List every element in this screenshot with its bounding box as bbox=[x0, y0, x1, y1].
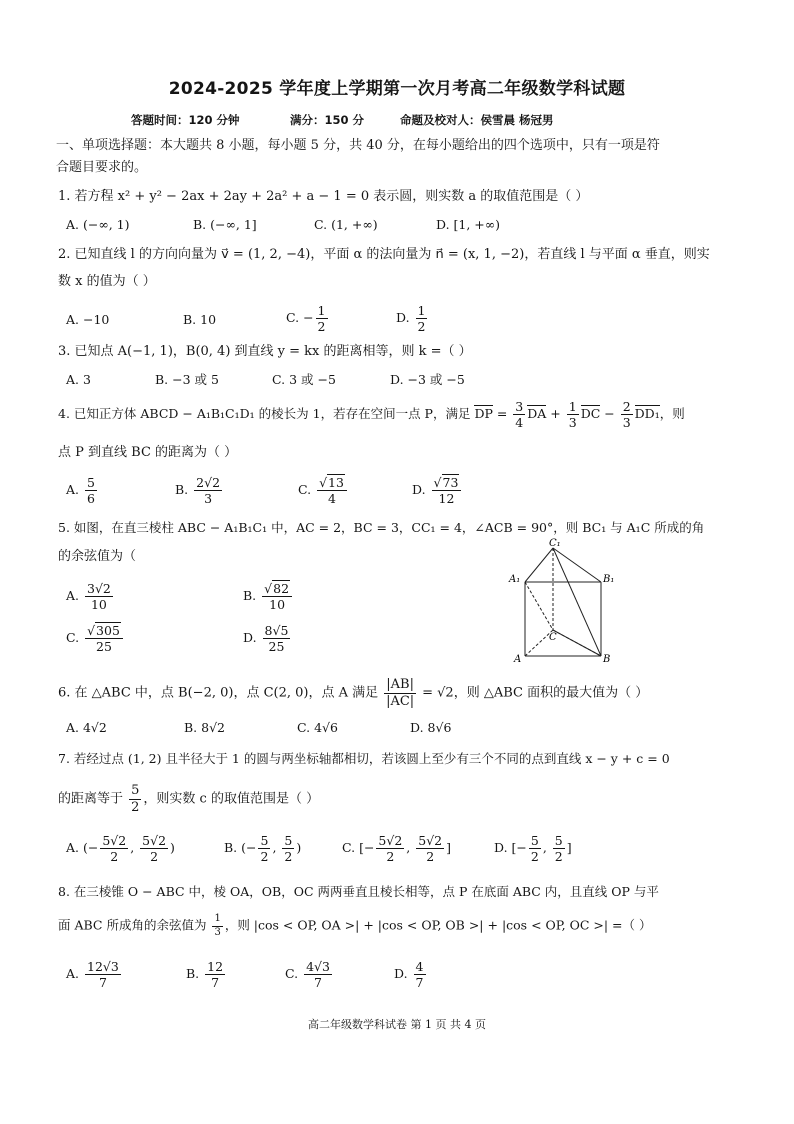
q2-option-c bbox=[286, 304, 330, 333]
q6-option-a: A. 4√2 bbox=[66, 720, 107, 735]
q2-option-a: A. −10 bbox=[66, 312, 110, 327]
q2-option-d-fraction: $\frac{1}{2}$ bbox=[417, 303, 426, 335]
q2-option-d bbox=[396, 304, 429, 333]
q6-stem: 6. 在 △ABC 中，点 B(−2, 0)，点 C(2, 0)，点 A 满足 $\frac{|AB|}{|AC|}$ = √2，则 △ABC 面积的最大值为（ ） bbox=[58, 677, 649, 709]
prism-figure bbox=[505, 538, 625, 668]
label-a1: A₁ bbox=[509, 574, 521, 585]
q8-stem: 8. 在三棱锥 O − ABC 中，棱 OA，OB，OC 两两垂直且棱长相等，点 P 在底面 ABC 内，且直线 OP 与平 bbox=[58, 884, 659, 899]
q8-option-a: A. $\frac{12√3}{7}$ bbox=[66, 959, 119, 991]
section-heading-cont: 合题目要求的。 bbox=[56, 160, 148, 175]
edge-a1-c1 bbox=[525, 548, 553, 582]
q8-option-c: C. $\frac{4√3}{7}$ bbox=[285, 959, 330, 991]
segment-a1c bbox=[525, 582, 553, 630]
q2-option-c-label: C. − bbox=[286, 310, 314, 326]
exam-score: 满分：150 分 bbox=[290, 113, 365, 127]
q7-option-a: A. (− $\frac{5√2}{2}$ , $\frac{5√2}{2}$ ) bbox=[66, 833, 175, 865]
page-footer: 高二年级数学科试卷 第 1 页 共 4 页 bbox=[308, 1018, 486, 1031]
label-a: A bbox=[514, 654, 522, 665]
label-b: B bbox=[603, 654, 611, 665]
q5-option-a: A. $\frac{3√2}{10}$ bbox=[66, 581, 111, 613]
q5-stem: 5. 如图，在直三棱柱 ABC − A₁B₁C₁ 中，AC = 2，BC = 3，CC₁ = 4，∠ACB = 90°，则 BC₁ 与 A₁C 所成的角 bbox=[58, 520, 705, 535]
q3-option-b: B. −3 或 5 bbox=[155, 372, 219, 387]
section-heading: 一、单项选择题：本大题共 8 小题，每小题 5 分，共 40 分，在每小题给出的四个选项中，只有一项是符 bbox=[56, 138, 660, 153]
segment-bc1 bbox=[553, 548, 601, 656]
q7-stem: 7. 若经过点 (1, 2) 且半径大于 1 的圆与两坐标轴都相切，若该圆上至少有三个不同的点到直线 x − y + c = 0 bbox=[58, 751, 670, 766]
q1-stem: 1. 若方程 x² + y² − 2ax + 2ay + 2a² + a − 1 = 0 表示圆，则实数 a 的取值范围是（ ） bbox=[58, 189, 589, 204]
q7-option-d: D. [− $\frac{5}{2}$ , $\frac{5}{2}$ ] bbox=[494, 833, 572, 865]
q7-option-b: B. (− $\frac{5}{2}$ , $\frac{5}{2}$ ) bbox=[224, 833, 302, 865]
q3-option-a: A. 3 bbox=[66, 372, 91, 387]
q2-stem-cont: 数 x 的值为（ ） bbox=[58, 274, 156, 289]
q1-option-a: A. (−∞, 1) bbox=[66, 217, 130, 232]
exam-author: 命题及校对人：侯雪晨 杨冠男 bbox=[400, 113, 554, 127]
edge-c-b-solid bbox=[553, 630, 601, 656]
q5-stem-cont: 的余弦值为（ bbox=[58, 549, 137, 564]
q4-option-c: C. $\frac{√13}{4}$ bbox=[298, 476, 349, 505]
q8-option-b: B. $\frac{12}{7}$ bbox=[186, 959, 224, 991]
q5-option-d: D. $\frac{8√5}{25}$ bbox=[243, 623, 289, 655]
q1-option-d: D. [1, +∞) bbox=[436, 217, 501, 232]
q4-option-d: D. $\frac{√73}{12}$ bbox=[412, 476, 463, 505]
label-c1: C₁ bbox=[549, 538, 561, 549]
q4-stem: 4. 已知正方体 ABCD − A₁B₁C₁D₁ 的棱长为 1，若存在空间一点 P，满足 DP = $\frac{3}{4}$ DA + $\frac{1}{3}$ DC − $\frac{2}{3}$ DD₁，则 bbox=[58, 399, 685, 431]
q3-option-d: D. −3 或 −5 bbox=[390, 372, 465, 387]
q7-option-c: C. [− $\frac{5√2}{2}$ , $\frac{5√2}{2}$ ] bbox=[342, 833, 452, 865]
q1-option-b: B. (−∞, 1] bbox=[193, 217, 257, 232]
q6-option-d: D. 8√6 bbox=[410, 720, 452, 735]
exam-title: 2024-2025 学年度上学期第一次月考高二年级数学科试题 bbox=[168, 79, 626, 99]
q2-option-c-fraction: $\frac{1}{2}$ bbox=[317, 303, 326, 335]
q3-option-c: C. 3 或 −5 bbox=[272, 372, 336, 387]
q4-stem-cont: 点 P 到直线 BC 的距离为（ ） bbox=[58, 445, 238, 460]
q3-stem: 3. 已知点 A(−1, 1)，B(0, 4) 到直线 y = kx 的距离相等，则 k =（ ） bbox=[58, 344, 472, 359]
label-b1: B₁ bbox=[603, 574, 615, 585]
exam-time: 答题时间：120 分钟 bbox=[131, 113, 240, 127]
q8-option-d: D. $\frac{4}{7}$ bbox=[394, 959, 424, 991]
q8-stem-cont: 面 ABC 所成角的余弦值为 $\frac{1}{3}$ ，则 |cos < OP, OA >| + |cos < OP, OB >| + |cos < OP, OC >| =（ ） bbox=[58, 913, 652, 938]
q2-stem: 2. 已知直线 l 的方向向量为 v⃗ = (1, 2, −4)，平面 α 的法向量为 n⃗ = (x, 1, −2)，若直线 l 与平面 α 垂直，则实 bbox=[58, 247, 710, 262]
q2-option-b: B. 10 bbox=[183, 312, 217, 327]
q5-option-b: B. $\frac{√82}{10}$ bbox=[243, 582, 294, 611]
q5-option-c: C. $\frac{√305}{25}$ bbox=[66, 624, 125, 653]
label-c: C bbox=[549, 632, 557, 643]
q4-option-b: B. $\frac{2√2}{3}$ bbox=[175, 475, 221, 507]
q2-option-d-label: D. bbox=[396, 310, 414, 326]
q4-option-a: A. $\frac{5}{6}$ bbox=[66, 475, 95, 507]
q7-stem-cont: 的距离等于 $\frac{5}{2}$ ，则实数 c 的取值范围是（ ） bbox=[58, 783, 320, 815]
q1-option-c: C. (1, +∞) bbox=[314, 217, 378, 232]
q6-option-c: C. 4√6 bbox=[297, 720, 338, 735]
q6-option-b: B. 8√2 bbox=[184, 720, 226, 735]
